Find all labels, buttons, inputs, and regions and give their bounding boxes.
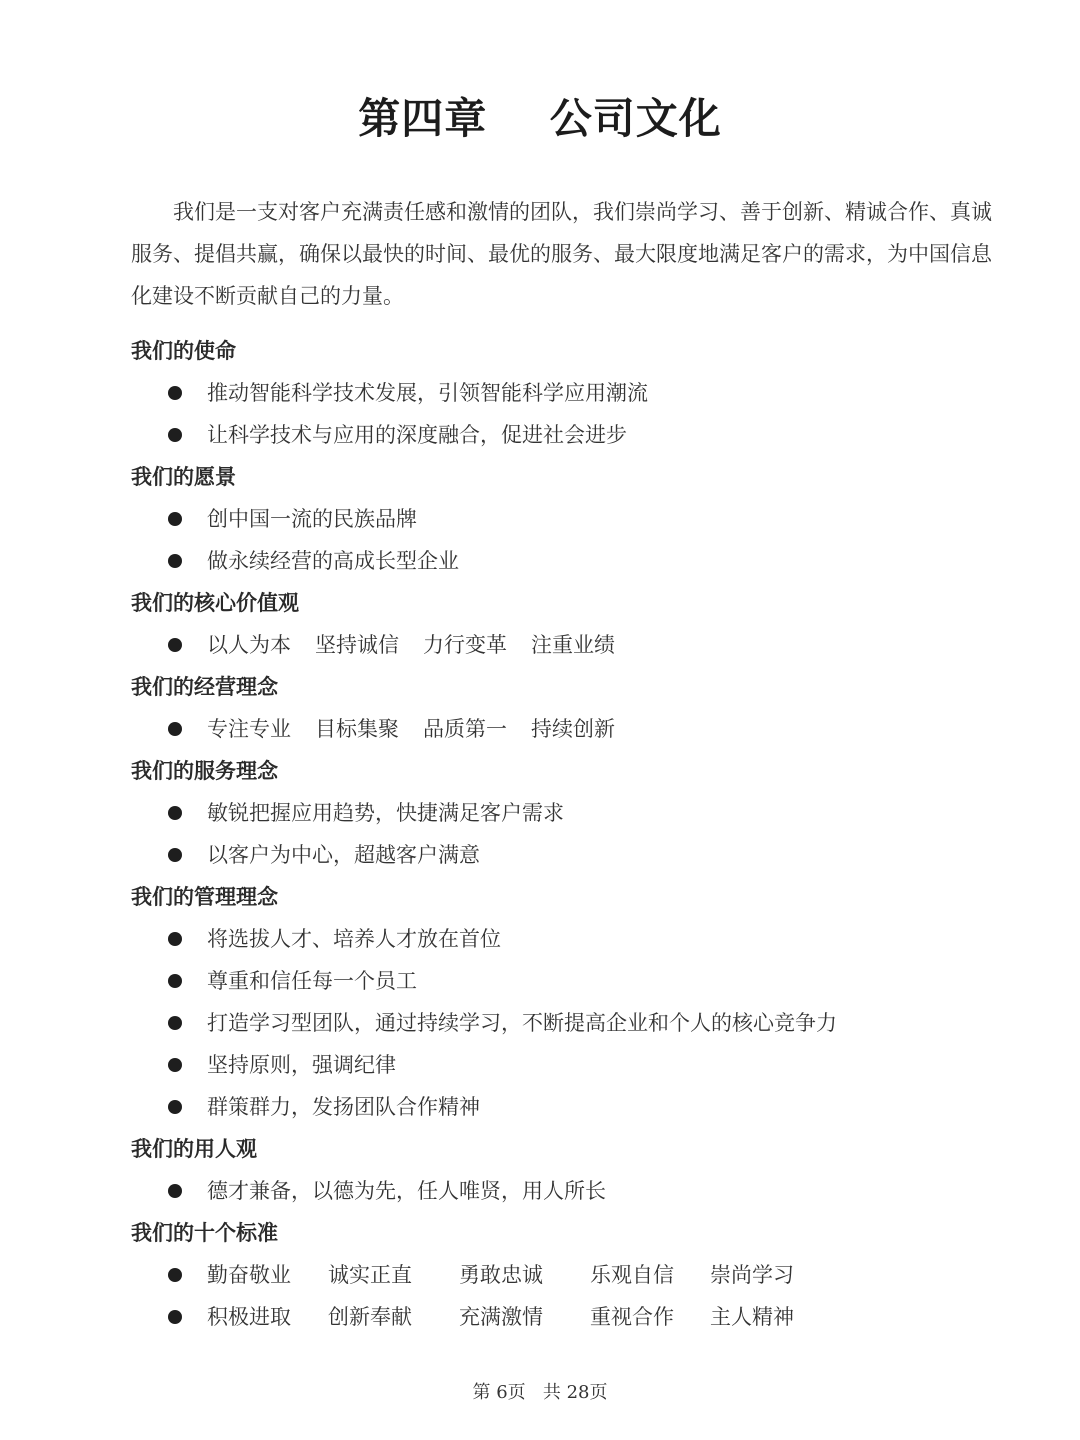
management-philosophy-list (131, 918, 1011, 1128)
list-item (131, 834, 1011, 876)
value-phrase: 品质第一 (423, 717, 507, 741)
bullet-icon (168, 428, 182, 442)
value-phrase: 专注专业 (207, 717, 291, 741)
standard-phrase: 勤奋敬业 (207, 1263, 291, 1287)
list-item-text: 群策群力，发扬团队合作精神 (207, 1095, 480, 1119)
bullet-icon (168, 1058, 182, 1072)
bullet-icon (168, 386, 182, 400)
section-heading-business-philosophy: 我们的经营理念 (131, 674, 278, 699)
bullet-icon (168, 1184, 182, 1198)
standard-phrase: 主人精神 (710, 1305, 794, 1329)
section-heading-mission: 我们的使命 (131, 338, 236, 363)
value-phrase: 以人为本 (207, 633, 291, 657)
list-item (131, 918, 1011, 960)
talent-view-list (131, 1170, 1011, 1212)
list-item (131, 1086, 1011, 1128)
list-item (131, 1170, 1011, 1212)
page-footer (0, 1378, 1080, 1404)
list-item-text: 让科学技术与应用的深度融合，促进社会进步 (207, 423, 627, 447)
value-phrase: 力行变革 (423, 633, 507, 657)
ten-standards-list (131, 1254, 1011, 1338)
list-item (131, 1254, 1011, 1296)
standard-phrase: 崇尚学习 (710, 1263, 794, 1287)
list-item (131, 960, 1011, 1002)
list-item (131, 1002, 1011, 1044)
section-heading-core-values: 我们的核心价值观 (131, 590, 299, 615)
mission-list (131, 372, 1011, 456)
bullet-icon (168, 974, 182, 988)
standard-phrase: 重视合作 (590, 1305, 674, 1329)
list-item-text: 推动智能科学技术发展，引领智能科学应用潮流 (207, 381, 648, 405)
service-philosophy-list (131, 792, 1011, 876)
core-values-list (131, 624, 1011, 666)
culture-sections (131, 330, 1011, 1338)
list-item-text: 打造学习型团队，通过持续学习，不断提高企业和个人的核心竞争力 (207, 1011, 837, 1035)
bullet-icon (168, 1016, 182, 1030)
list-item-text: 敏锐把握应用趋势，快捷满足客户需求 (207, 801, 564, 825)
standard-phrase: 积极进取 (207, 1305, 291, 1329)
bullet-icon (168, 512, 182, 526)
section-heading-vision: 我们的愿景 (131, 464, 236, 489)
list-item (131, 792, 1011, 834)
value-phrase: 目标集聚 (315, 717, 399, 741)
bullet-icon (168, 1268, 182, 1282)
intro-paragraph: 我们是一支对客户充满责任感和激情的团队，我们崇尚学习、善于创新、精诚合作、真诚服务、提倡共赢，确保以最快的时间、最优的服务、最大限度地满足客户的需求，为中国信息化建设不断贡献自己的力量。 (131, 200, 992, 308)
list-item-text: 尊重和信任每一个员工 (207, 969, 417, 993)
standard-phrase: 充满激情 (459, 1305, 543, 1329)
page-total: 共 28页 (542, 1382, 608, 1403)
page-number: 第 6页 (472, 1382, 526, 1403)
section-heading-service-philosophy: 我们的服务理念 (131, 758, 278, 783)
standard-phrase: 创新奉献 (328, 1305, 412, 1329)
section-heading-ten-standards: 我们的十个标准 (131, 1220, 278, 1245)
list-item (131, 1044, 1011, 1086)
standard-phrase: 乐观自信 (590, 1263, 674, 1287)
list-item-text: 创中国一流的民族品牌 (207, 507, 417, 531)
standard-phrase: 诚实正直 (328, 1263, 412, 1287)
list-item (131, 624, 1011, 666)
chapter-title: 第四章 公司文化 (358, 94, 722, 143)
bullet-icon (168, 932, 182, 946)
list-item (131, 414, 1011, 456)
vision-list (131, 498, 1011, 582)
business-philosophy-list (131, 708, 1011, 750)
bullet-icon (168, 722, 182, 736)
list-item-text: 坚持原则，强调纪律 (207, 1053, 396, 1077)
list-item (131, 708, 1011, 750)
bullet-icon (168, 1310, 182, 1324)
standard-phrase: 勇敢忠诚 (459, 1263, 543, 1287)
list-item (131, 498, 1011, 540)
section-heading-management-philosophy: 我们的管理理念 (131, 884, 278, 909)
bullet-icon (168, 806, 182, 820)
bullet-icon (168, 848, 182, 862)
value-phrase: 持续创新 (531, 717, 615, 741)
list-item-text: 将选拔人才、培养人才放在首位 (207, 927, 501, 951)
list-item (131, 540, 1011, 582)
bullet-icon (168, 1100, 182, 1114)
list-item-text: 以客户为中心，超越客户满意 (207, 843, 480, 867)
list-item (131, 1296, 1011, 1338)
list-item-text: 德才兼备，以德为先，任人唯贤，用人所长 (207, 1179, 606, 1203)
bullet-icon (168, 638, 182, 652)
value-phrase: 坚持诚信 (315, 633, 399, 657)
value-phrase: 注重业绩 (531, 633, 615, 657)
list-item-text: 做永续经营的高成长型企业 (207, 549, 459, 573)
list-item (131, 372, 1011, 414)
section-heading-talent-view: 我们的用人观 (131, 1136, 257, 1161)
bullet-icon (168, 554, 182, 568)
